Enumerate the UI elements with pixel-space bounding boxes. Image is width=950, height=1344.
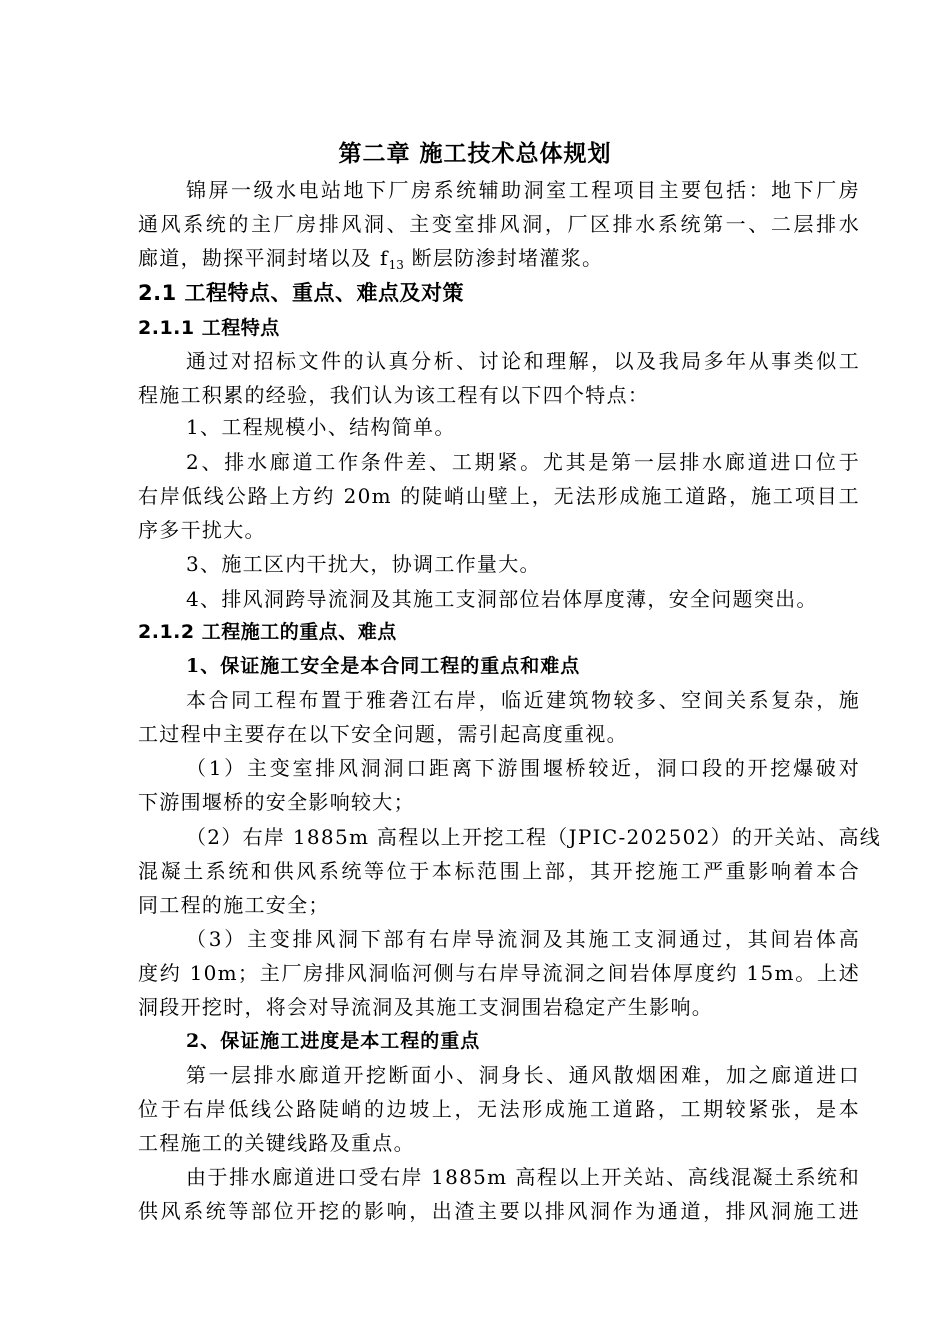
point-1-para-line-1: 本合同工程布置于雅砻江右岸，临近建筑物较多、空间关系复杂，施	[186, 688, 860, 712]
point-2-heading: 2、保证施工进度是本工程的重点	[186, 1030, 481, 1052]
features-para-line-1: 通过对招标文件的认真分析、讨论和理解，以及我局多年从事类似工	[186, 349, 860, 373]
point-2-para-1-line-1: 第一层排水廊道开挖断面小、洞身长、通风散烟困难，加之廊道进口	[186, 1063, 860, 1087]
feature-item-2-line-1: 2、排水廊道工作条件差、工期紧。尤其是第一层排水廊道进口位于	[186, 450, 860, 474]
sub-item-3-line-3: 洞段开挖时，将会对导流洞及其施工支洞围岩稳定产生影响。	[138, 995, 714, 1019]
feature-item-4: 4、排风洞跨导流洞及其施工支洞部位岩体厚度薄，安全问题突出。	[186, 587, 818, 611]
intro-line-2: 通风系统的主厂房排风洞、主变室排风洞，厂区排水系统第一、二层排水	[138, 212, 860, 236]
sub-item-2-line-1: （2）右岸 1885m 高程以上开挖工程（JPIC-202502）的开关站、高线	[186, 825, 882, 849]
sub-item-2-line-2: 混凝土系统和供风系统等位于本标范围上部，其开挖施工严重影响着本合	[138, 859, 860, 883]
sub-item-1-line-2: 下游围堰桥的安全影响较大；	[138, 790, 415, 814]
point-2-para-1-line-2: 位于右岸低线公路陡峭的边坡上，无法形成施工道路，工期较紧张，是本	[138, 1097, 860, 1121]
intro-line-3-subscript: 13	[388, 258, 404, 272]
point-1-para-line-2: 工过程中主要存在以下安全问题，需引起高度重视。	[138, 722, 628, 746]
section-2-1-2-heading: 2.1.2 工程施工的重点、难点	[138, 621, 397, 643]
feature-item-1: 1、工程规模小、结构简单。	[186, 415, 456, 439]
feature-item-2-line-2: 右岸低线公路上方约 20m 的陡峭山壁上，无法形成施工道路，施工项目工	[138, 484, 860, 508]
section-2-1-1-heading: 2.1.1 工程特点	[138, 317, 280, 339]
sub-item-1-line-1: （1）主变室排风洞洞口距离下游围堰桥较近，洞口段的开挖爆破对	[186, 756, 860, 780]
sub-item-3-line-1: （3）主变排风洞下部有右岸导流洞及其施工支洞通过，其间岩体高	[186, 927, 860, 951]
point-1-heading: 1、保证施工安全是本合同工程的重点和难点	[186, 655, 581, 677]
sub-item-3-line-2: 度约 10m；主厂房排风洞临河侧与右岸导流洞之间岩体厚度约 15m。上述	[138, 961, 860, 985]
point-2-para-1-line-3: 工程施工的关键线路及重点。	[138, 1131, 415, 1155]
intro-line-3-a: 廊道，勘探平洞封堵以及 f	[138, 246, 389, 270]
sub-item-2-line-3: 同工程的施工安全；	[138, 893, 330, 917]
intro-line-3-b: 断层防渗封堵灌浆。	[403, 246, 604, 270]
intro-line-1: 锦屏一级水电站地下厂房系统辅助洞室工程项目主要包括：地下厂房	[186, 178, 860, 202]
feature-item-3: 3、施工区内干扰大，协调工作量大。	[186, 552, 541, 576]
feature-item-2-line-3: 序多干扰大。	[138, 518, 266, 542]
chapter-title: 第二章 施工技术总体规划	[338, 141, 612, 167]
point-2-para-2-line-1: 由于排水廊道进口受右岸 1885m 高程以上开关站、高线混凝土系统和	[186, 1165, 860, 1189]
point-2-para-2-line-2: 供风系统等部位开挖的影响，出渣主要以排风洞作为通道，排风洞施工进	[138, 1199, 860, 1223]
section-2-1-heading: 2.1 工程特点、重点、难点及对策	[138, 281, 465, 305]
features-para-line-2: 程施工积累的经验，我们认为该工程有以下四个特点：	[138, 383, 650, 407]
intro-line-3	[138, 246, 860, 277]
